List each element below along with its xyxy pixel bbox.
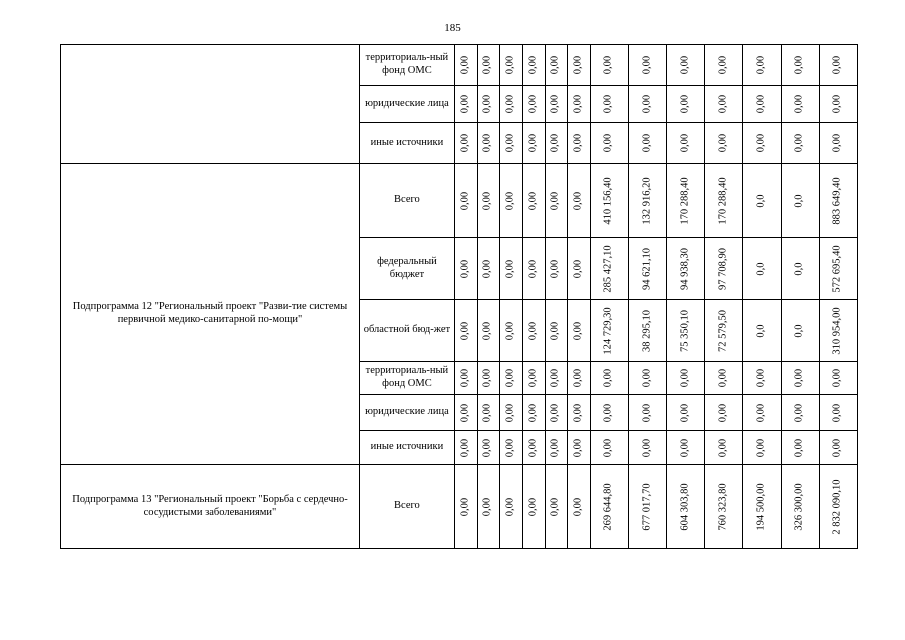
value-cell (590, 300, 628, 362)
value-cell (477, 431, 500, 465)
value-cell (705, 465, 743, 549)
funding-source-cell: федеральный бюджет (360, 238, 455, 300)
value-text: 0,00 (527, 368, 539, 388)
value-text: 0,00 (550, 259, 562, 278)
value-cell (629, 86, 667, 123)
value-cell (500, 395, 523, 431)
value-text: 0,00 (603, 133, 615, 153)
value-text: 75 350,10 (679, 309, 691, 352)
value-cell (568, 300, 591, 362)
value-cell (477, 86, 500, 123)
value-cell (629, 465, 667, 549)
value-cell (705, 164, 743, 238)
value-cell (819, 45, 857, 86)
value-cell (522, 362, 545, 395)
value-text: 0,00 (793, 368, 805, 388)
page-number: 185 (444, 22, 461, 34)
value-text: 572 695,40 (832, 244, 844, 293)
value-cell (454, 164, 477, 238)
value-cell (667, 431, 705, 465)
value-cell (819, 164, 857, 238)
value-text: 0,00 (459, 438, 471, 457)
value-cell (522, 465, 545, 549)
value-text: 0,00 (482, 259, 494, 278)
value-text: 677 017,70 (641, 482, 653, 531)
value-cell (477, 123, 500, 164)
value-cell (454, 86, 477, 123)
value-text: 0,00 (482, 368, 494, 388)
value-text: 0,00 (550, 133, 562, 153)
value-text: 0,00 (755, 55, 767, 75)
value-cell (590, 362, 628, 395)
value-text: 0,00 (572, 321, 584, 340)
value-cell (667, 465, 705, 549)
value-text: 269 644,80 (603, 482, 615, 531)
value-text: 0,00 (603, 368, 615, 388)
program-cell: Подпрограмма 13 "Региональный проект "Борьба с сердечно-сосудистыми заболеваниями" (61, 465, 360, 549)
value-text: 0,00 (717, 133, 729, 153)
value-cell (819, 300, 857, 362)
value-text: 0,00 (641, 438, 653, 457)
value-cell (629, 123, 667, 164)
value-cell (522, 123, 545, 164)
value-cell (545, 431, 568, 465)
value-text: 0,00 (550, 368, 562, 388)
value-cell (743, 164, 781, 238)
value-cell (454, 431, 477, 465)
value-text: 0,00 (679, 94, 691, 114)
value-cell (545, 238, 568, 300)
value-text: 0,00 (641, 94, 653, 114)
value-cell (819, 362, 857, 395)
value-text: 760 323,80 (717, 482, 729, 531)
value-cell (590, 123, 628, 164)
table-row (61, 45, 858, 86)
value-text: 2 832 090,10 (832, 478, 844, 535)
value-cell (522, 431, 545, 465)
value-cell (781, 362, 819, 395)
value-text: 170 288,40 (679, 176, 691, 225)
value-cell (545, 164, 568, 238)
value-text: 0,00 (793, 133, 805, 153)
value-cell (500, 300, 523, 362)
value-text: 0,00 (550, 403, 562, 422)
value-text: 0,00 (482, 191, 494, 210)
value-text: 0,00 (482, 133, 494, 153)
value-text: 0,00 (572, 191, 584, 210)
value-cell (500, 362, 523, 395)
value-cell (454, 123, 477, 164)
value-text: 0,0 (755, 261, 767, 276)
value-text: 0,00 (717, 368, 729, 388)
value-text: 0,00 (832, 94, 844, 114)
value-cell (454, 362, 477, 395)
value-text: 0,00 (459, 403, 471, 422)
value-text: 0,00 (679, 438, 691, 457)
value-text: 0,00 (679, 403, 691, 422)
value-text: 0,00 (572, 94, 584, 114)
value-text: 0,00 (459, 497, 471, 516)
value-cell (477, 164, 500, 238)
value-cell (545, 45, 568, 86)
funding-source-cell: юридические лица (360, 395, 455, 431)
value-text: 0,00 (459, 321, 471, 340)
value-text: 0,00 (755, 94, 767, 114)
value-text: 0,00 (717, 94, 729, 114)
value-cell (743, 45, 781, 86)
value-cell (743, 238, 781, 300)
value-text: 326 300,00 (793, 482, 805, 531)
value-cell (500, 465, 523, 549)
value-cell (781, 164, 819, 238)
value-cell (500, 45, 523, 86)
value-text: 0,00 (755, 368, 767, 388)
value-text: 0,00 (717, 403, 729, 422)
value-cell (781, 123, 819, 164)
value-cell (819, 238, 857, 300)
value-cell (781, 238, 819, 300)
value-cell (819, 86, 857, 123)
value-cell (667, 300, 705, 362)
value-text: 0,00 (459, 368, 471, 388)
value-cell (500, 431, 523, 465)
value-cell (454, 465, 477, 549)
value-cell (477, 300, 500, 362)
value-cell (545, 300, 568, 362)
value-cell (568, 123, 591, 164)
value-text: 0,00 (550, 321, 562, 340)
value-text: 0,00 (550, 438, 562, 457)
value-text: 0,00 (504, 191, 516, 210)
value-text: 94 621,10 (641, 247, 653, 290)
value-text: 0,00 (755, 133, 767, 153)
value-text: 0,0 (793, 193, 805, 208)
value-cell (477, 238, 500, 300)
value-cell (819, 431, 857, 465)
value-text: 0,00 (603, 94, 615, 114)
value-cell (568, 45, 591, 86)
value-text: 0,00 (832, 438, 844, 457)
value-cell (590, 431, 628, 465)
value-text: 0,00 (793, 438, 805, 457)
value-cell (454, 238, 477, 300)
value-text: 0,00 (527, 133, 539, 153)
value-cell (522, 164, 545, 238)
funding-source-cell: иные источники (360, 123, 455, 164)
value-text: 0,00 (550, 497, 562, 516)
value-text: 38 295,10 (641, 309, 653, 352)
value-cell (781, 431, 819, 465)
value-text: 0,00 (482, 321, 494, 340)
value-text: 0,00 (603, 55, 615, 75)
value-text: 0,0 (793, 261, 805, 276)
value-text: 0,00 (527, 438, 539, 457)
funding-source-cell: юридические лица (360, 86, 455, 123)
value-cell (781, 395, 819, 431)
value-cell (568, 86, 591, 123)
value-cell (667, 362, 705, 395)
value-cell (781, 465, 819, 549)
value-text: 0,00 (482, 403, 494, 422)
value-cell (819, 123, 857, 164)
value-cell (705, 431, 743, 465)
value-cell (477, 45, 500, 86)
value-text: 0,00 (679, 133, 691, 153)
value-text: 0,00 (550, 94, 562, 114)
value-text: 0,00 (527, 191, 539, 210)
value-cell (819, 395, 857, 431)
value-text: 0,00 (603, 438, 615, 457)
value-cell (568, 395, 591, 431)
value-cell (629, 238, 667, 300)
value-cell (477, 395, 500, 431)
value-cell (522, 86, 545, 123)
value-text: 0,00 (482, 94, 494, 114)
value-text: 0,00 (572, 403, 584, 422)
value-cell (705, 395, 743, 431)
value-text: 0,00 (641, 403, 653, 422)
value-text: 0,00 (527, 497, 539, 516)
funding-source-cell: территориаль-ный фонд ОМС (360, 362, 455, 395)
value-cell (705, 362, 743, 395)
value-text: 194 500,00 (755, 482, 767, 531)
value-cell (629, 45, 667, 86)
value-cell (500, 238, 523, 300)
value-text: 0,00 (572, 438, 584, 457)
value-cell (477, 465, 500, 549)
table-row (61, 164, 858, 238)
value-cell (667, 395, 705, 431)
value-text: 0,00 (717, 438, 729, 457)
value-cell (454, 395, 477, 431)
value-cell (568, 238, 591, 300)
value-text: 0,00 (482, 497, 494, 516)
value-text: 0,00 (793, 55, 805, 75)
funding-source-cell: территориаль-ный фонд ОМС (360, 45, 455, 86)
value-cell (743, 86, 781, 123)
value-text: 0,00 (572, 259, 584, 278)
value-text: 0,00 (641, 55, 653, 75)
value-text: 0,00 (603, 403, 615, 422)
value-cell (629, 362, 667, 395)
value-text: 0,00 (527, 259, 539, 278)
value-cell (705, 238, 743, 300)
value-text: 0,00 (504, 497, 516, 516)
value-cell (629, 431, 667, 465)
value-cell (667, 164, 705, 238)
value-cell (500, 164, 523, 238)
value-cell (522, 395, 545, 431)
value-text: 0,0 (793, 323, 805, 338)
value-cell (522, 300, 545, 362)
value-text: 0,00 (504, 403, 516, 422)
value-cell (590, 86, 628, 123)
value-cell (522, 238, 545, 300)
value-cell (743, 123, 781, 164)
value-cell (629, 164, 667, 238)
value-cell (590, 238, 628, 300)
value-text: 72 579,50 (717, 309, 729, 352)
value-text: 0,00 (527, 403, 539, 422)
value-cell (781, 45, 819, 86)
value-text: 0,00 (482, 438, 494, 457)
value-text: 0,00 (641, 368, 653, 388)
value-cell (545, 86, 568, 123)
value-text: 0,00 (717, 55, 729, 75)
value-text: 0,00 (527, 94, 539, 114)
value-cell (454, 300, 477, 362)
budget-table (60, 44, 858, 549)
value-text: 0,00 (755, 403, 767, 422)
program-cell (61, 45, 360, 164)
value-cell (477, 362, 500, 395)
value-cell (522, 45, 545, 86)
value-text: 0,00 (832, 55, 844, 75)
value-cell (590, 395, 628, 431)
value-cell (545, 123, 568, 164)
funding-source-cell: иные источники (360, 431, 455, 465)
value-text: 0,0 (755, 323, 767, 338)
value-text: 604 303,80 (679, 482, 691, 531)
value-text: 0,00 (482, 55, 494, 75)
value-text: 410 156,40 (603, 176, 615, 225)
value-cell (500, 86, 523, 123)
value-text: 0,00 (527, 321, 539, 340)
value-cell (743, 465, 781, 549)
value-cell (819, 465, 857, 549)
value-text: 0,00 (679, 55, 691, 75)
value-text: 0,00 (459, 55, 471, 75)
table-row (61, 465, 858, 549)
value-text: 0,00 (550, 55, 562, 75)
value-text: 310 954,00 (832, 306, 844, 355)
value-cell (545, 465, 568, 549)
value-text: 132 916,20 (641, 176, 653, 225)
value-text: 0,00 (793, 94, 805, 114)
value-cell (781, 86, 819, 123)
value-text: 0,00 (832, 133, 844, 153)
value-text: 883 649,40 (832, 176, 844, 225)
value-text: 0,00 (504, 368, 516, 388)
value-cell (590, 465, 628, 549)
value-text: 0,00 (832, 368, 844, 388)
value-cell (667, 123, 705, 164)
value-cell (568, 465, 591, 549)
table-body (61, 45, 858, 549)
value-cell (667, 238, 705, 300)
funding-source-cell: областной бюд-жет (360, 300, 455, 362)
value-cell (705, 123, 743, 164)
value-text: 0,00 (459, 191, 471, 210)
value-text: 0,00 (755, 438, 767, 457)
value-text: 0,00 (459, 133, 471, 153)
funding-source-cell: Всего (360, 164, 455, 238)
value-cell (545, 362, 568, 395)
value-text: 0,00 (793, 403, 805, 422)
value-cell (743, 300, 781, 362)
value-cell (568, 431, 591, 465)
value-text: 0,00 (527, 55, 539, 75)
value-text: 94 938,30 (679, 247, 691, 290)
value-text: 0,00 (504, 438, 516, 457)
value-cell (781, 300, 819, 362)
value-text: 0,00 (572, 368, 584, 388)
value-text: 0,0 (755, 193, 767, 208)
value-text: 0,00 (832, 403, 844, 422)
program-cell: Подпрограмма 12 "Региональный проект "Разви-тие системы первичной медико-санитарной по-мощи" (61, 164, 360, 465)
value-cell (705, 300, 743, 362)
value-text: 285 427,10 (603, 244, 615, 293)
value-cell (705, 86, 743, 123)
value-cell (568, 362, 591, 395)
value-cell (500, 123, 523, 164)
value-cell (590, 45, 628, 86)
value-cell (667, 45, 705, 86)
value-text: 124 729,30 (603, 306, 615, 355)
value-text: 0,00 (572, 133, 584, 153)
value-cell (545, 395, 568, 431)
value-text: 0,00 (572, 497, 584, 516)
value-text: 0,00 (504, 133, 516, 153)
value-text: 0,00 (459, 94, 471, 114)
value-cell (705, 45, 743, 86)
value-text: 0,00 (550, 191, 562, 210)
value-cell (743, 362, 781, 395)
value-cell (743, 431, 781, 465)
funding-source-cell: Всего (360, 465, 455, 549)
value-cell (629, 395, 667, 431)
value-text: 0,00 (572, 55, 584, 75)
value-text: 0,00 (504, 321, 516, 340)
value-text: 0,00 (679, 368, 691, 388)
value-cell (743, 395, 781, 431)
value-cell (590, 164, 628, 238)
value-text: 0,00 (504, 55, 516, 75)
value-text: 0,00 (459, 259, 471, 278)
value-text: 97 708,90 (717, 247, 729, 290)
value-cell (568, 164, 591, 238)
value-cell (454, 45, 477, 86)
value-text: 170 288,40 (717, 176, 729, 225)
value-cell (667, 86, 705, 123)
value-text: 0,00 (641, 133, 653, 153)
value-text: 0,00 (504, 94, 516, 114)
value-cell (629, 300, 667, 362)
value-text: 0,00 (504, 259, 516, 278)
